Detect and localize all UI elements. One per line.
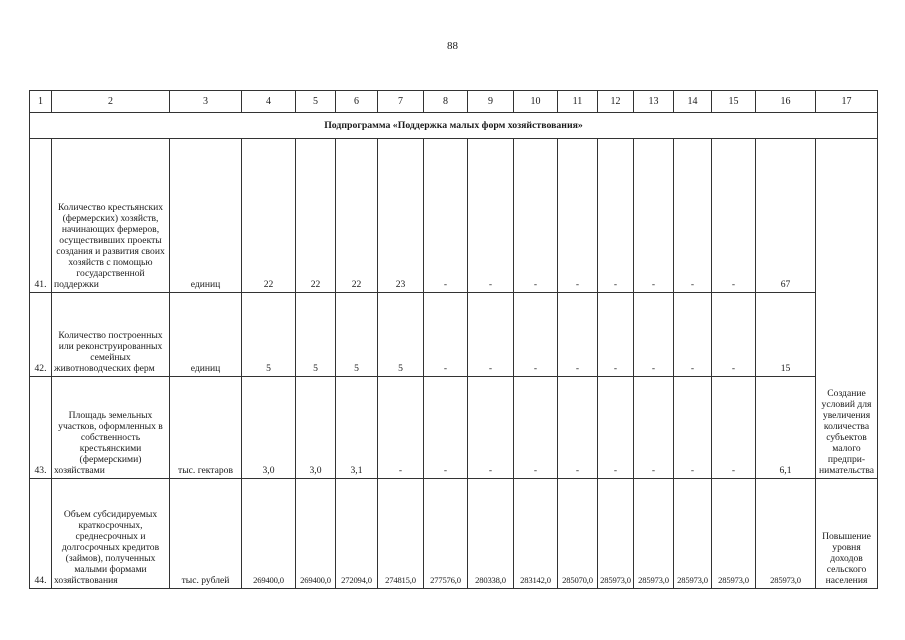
value-cell: 5 bbox=[242, 293, 296, 377]
table-row bbox=[30, 479, 878, 589]
subprogram-title: Подпрограмма «Поддержка малых форм хозяйствования» bbox=[30, 113, 878, 139]
column-number: 7 bbox=[378, 91, 424, 113]
value-cell: - bbox=[598, 139, 634, 293]
value-cell: - bbox=[424, 139, 468, 293]
value-cell: 5 bbox=[336, 293, 378, 377]
page-number: 88 bbox=[447, 40, 458, 52]
indicators-table bbox=[29, 90, 878, 589]
value-cell: 283142,0 bbox=[514, 479, 558, 589]
value-cell: 285973,0 bbox=[634, 479, 674, 589]
column-number: 13 bbox=[634, 91, 674, 113]
value-cell: 22 bbox=[336, 139, 378, 293]
table-row bbox=[30, 293, 878, 377]
value-cell: 5 bbox=[378, 293, 424, 377]
value-cell: 5 bbox=[296, 293, 336, 377]
value-cell: - bbox=[598, 377, 634, 479]
value-cell: - bbox=[634, 293, 674, 377]
total-value-cell: 67 bbox=[756, 139, 816, 293]
value-cell: - bbox=[634, 139, 674, 293]
total-value-cell: 6,1 bbox=[756, 377, 816, 479]
row-number: 41. bbox=[30, 139, 52, 293]
total-value-cell: 285973,0 bbox=[756, 479, 816, 589]
unit-of-measure: тыс. гектаров bbox=[170, 377, 242, 479]
table-row bbox=[30, 377, 878, 479]
column-number: 11 bbox=[558, 91, 598, 113]
column-number: 10 bbox=[514, 91, 558, 113]
goal-cell: Повышение уровня доходов сельского населения bbox=[816, 479, 878, 589]
value-cell: 285973,0 bbox=[712, 479, 756, 589]
column-number: 1 bbox=[30, 91, 52, 113]
value-cell: - bbox=[468, 293, 514, 377]
subprogram-row bbox=[30, 113, 878, 139]
unit-of-measure: единиц bbox=[170, 293, 242, 377]
value-cell: - bbox=[712, 139, 756, 293]
value-cell: 3,0 bbox=[242, 377, 296, 479]
indicator-name: Количество построенных или реконструированных семейных животноводческих ферм bbox=[52, 293, 170, 377]
value-cell: 285070,0 bbox=[558, 479, 598, 589]
row-number: 44. bbox=[30, 479, 52, 589]
row-number: 43. bbox=[30, 377, 52, 479]
value-cell: - bbox=[598, 293, 634, 377]
value-cell: 272094,0 bbox=[336, 479, 378, 589]
column-number: 17 bbox=[816, 91, 878, 113]
indicator-name: Площадь земельных участков, оформленных в собственность крестьянскими (фермерскими) хозяйствами bbox=[52, 377, 170, 479]
column-number: 5 bbox=[296, 91, 336, 113]
total-value-cell: 15 bbox=[756, 293, 816, 377]
indicator-name: Объем субсидируемых краткосрочных, среднесрочных и долгосрочных кредитов (займов), полученных малыми формами хозяйствования bbox=[52, 479, 170, 589]
column-number: 14 bbox=[674, 91, 712, 113]
column-number-row bbox=[30, 91, 878, 113]
column-number: 4 bbox=[242, 91, 296, 113]
value-cell: - bbox=[558, 293, 598, 377]
row-number: 42. bbox=[30, 293, 52, 377]
value-cell: - bbox=[674, 377, 712, 479]
value-cell: - bbox=[514, 293, 558, 377]
value-cell: - bbox=[558, 377, 598, 479]
value-cell: 22 bbox=[242, 139, 296, 293]
column-number: 12 bbox=[598, 91, 634, 113]
column-number: 2 bbox=[52, 91, 170, 113]
value-cell: - bbox=[424, 377, 468, 479]
column-number: 6 bbox=[336, 91, 378, 113]
value-cell: - bbox=[468, 139, 514, 293]
column-number: 9 bbox=[468, 91, 514, 113]
column-number: 16 bbox=[756, 91, 816, 113]
column-number: 8 bbox=[424, 91, 468, 113]
value-cell: - bbox=[674, 293, 712, 377]
goal-cell: Создание условий для увеличения количества субъектов малого предпри-нимательства bbox=[816, 139, 878, 479]
value-cell: 285973,0 bbox=[674, 479, 712, 589]
value-cell: - bbox=[674, 139, 712, 293]
value-cell: - bbox=[514, 139, 558, 293]
value-cell: 280338,0 bbox=[468, 479, 514, 589]
value-cell: 274815,0 bbox=[378, 479, 424, 589]
value-cell: - bbox=[634, 377, 674, 479]
value-cell: 23 bbox=[378, 139, 424, 293]
table-row bbox=[30, 139, 878, 293]
column-number: 15 bbox=[712, 91, 756, 113]
value-cell: 269400,0 bbox=[242, 479, 296, 589]
value-cell: - bbox=[712, 293, 756, 377]
value-cell: 22 bbox=[296, 139, 336, 293]
indicator-name: Количество крестьянских (фермерских) хозяйств, начинающих фермеров, осуществивших проекты создания и развития своих хозяйств с помощью государственной поддержки bbox=[52, 139, 170, 293]
value-cell: - bbox=[424, 293, 468, 377]
value-cell: 277576,0 bbox=[424, 479, 468, 589]
value-cell: 285973,0 bbox=[598, 479, 634, 589]
value-cell: - bbox=[712, 377, 756, 479]
value-cell: 269400,0 bbox=[296, 479, 336, 589]
unit-of-measure: единиц bbox=[170, 139, 242, 293]
value-cell: - bbox=[378, 377, 424, 479]
value-cell: - bbox=[468, 377, 514, 479]
value-cell: - bbox=[558, 139, 598, 293]
value-cell: 3,1 bbox=[336, 377, 378, 479]
value-cell: - bbox=[514, 377, 558, 479]
value-cell: 3,0 bbox=[296, 377, 336, 479]
unit-of-measure: тыс. рублей bbox=[170, 479, 242, 589]
column-number: 3 bbox=[170, 91, 242, 113]
